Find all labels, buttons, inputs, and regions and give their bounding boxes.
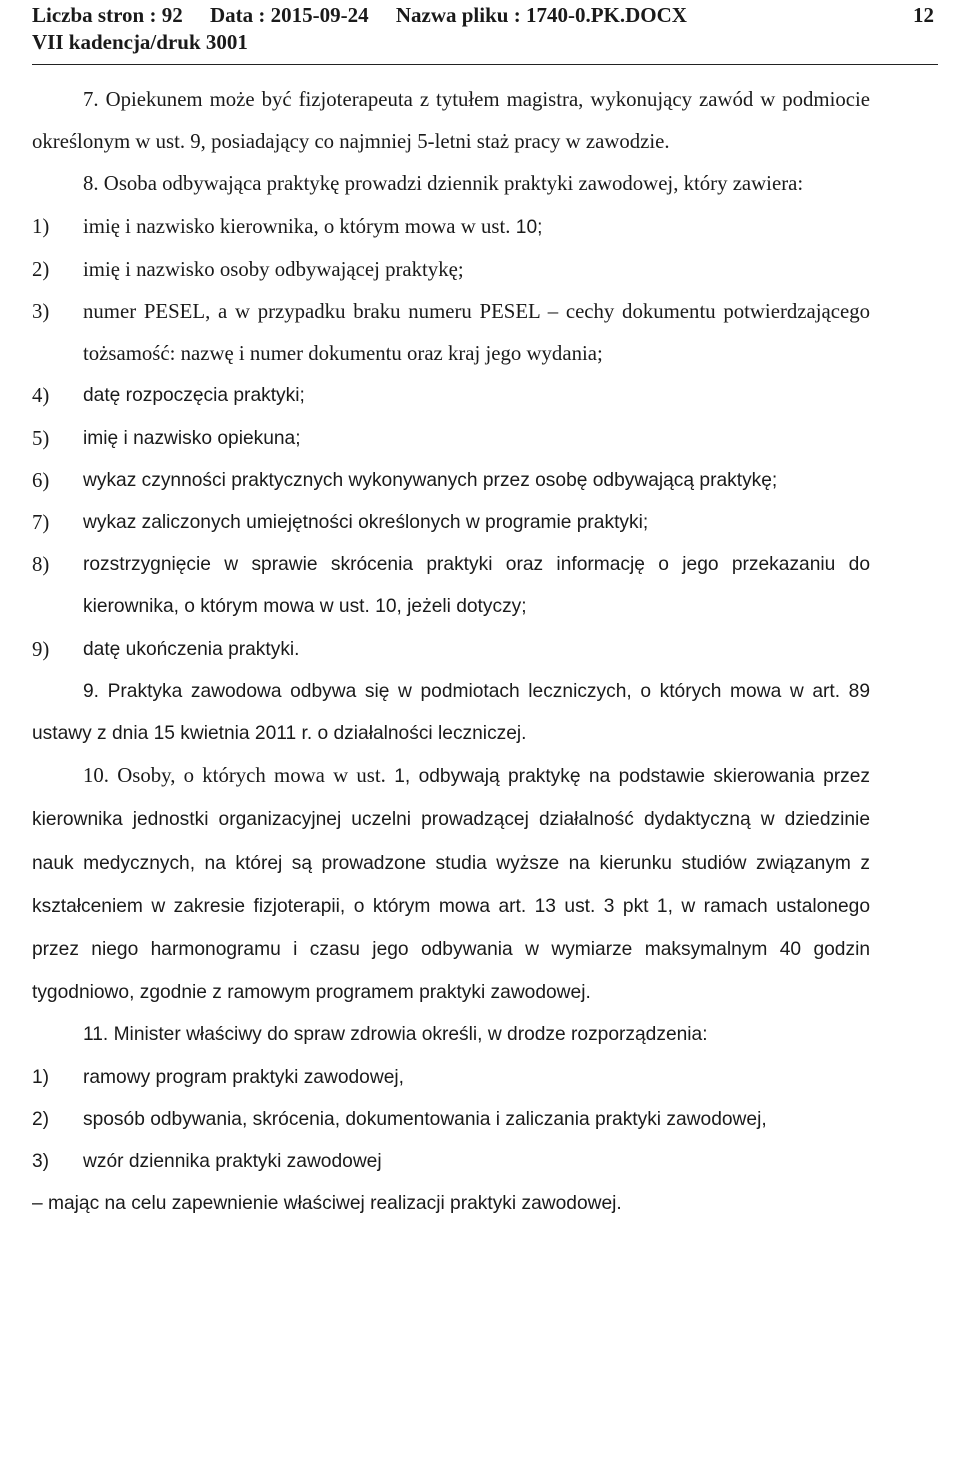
list-text: imię i nazwisko opiekuna; <box>83 427 301 449</box>
list-text-part: 10; <box>510 216 543 238</box>
list-number: 3) <box>32 1151 50 1173</box>
list-item <box>32 544 870 628</box>
list-number: 3) <box>32 300 50 324</box>
list-text: datę ukończenia praktyki. <box>83 638 300 660</box>
list-text: datę rozpoczęcia praktyki; <box>83 385 305 407</box>
list-text: imię i nazwisko osoby odbywającej praktykę; <box>83 257 464 281</box>
page-count: Liczba stron : 92 <box>32 3 183 27</box>
list-number: 5) <box>32 426 50 450</box>
list-number: 2) <box>32 257 50 281</box>
list-item <box>32 629 870 671</box>
list-text: rozstrzygnięcie w sprawie skrócenia praktyki oraz informację o jego przekazaniu do kierownika, o którym mowa w ust. 10, jeżeli dotyczy; <box>83 554 870 618</box>
list-text: wzór dziennika praktyki zawodowej <box>83 1151 382 1173</box>
document-date: Data : 2015-09-24 <box>209 3 369 27</box>
list-item <box>32 460 870 502</box>
list-number: 7) <box>32 511 50 535</box>
list-number: 8) <box>32 553 50 577</box>
list-item <box>32 418 870 460</box>
paragraph-7: 7. Opiekunem może być fizjoterapeuta z tytułem magistra, wykonujący zawód w podmiocie określonym w ust. 9, posiadający co najmniej 5-letni staż pracy w zawodzie. <box>32 88 870 154</box>
list-number: 6) <box>32 468 50 492</box>
list-item <box>32 375 870 417</box>
list-item <box>32 1099 870 1141</box>
paragraph-10-start: 10. Osoby, o których mowa w ust. <box>83 764 386 788</box>
list-number: 1) <box>32 1066 50 1088</box>
paragraph-10 <box>32 755 870 1014</box>
list-item <box>32 291 870 375</box>
list-text: sposób odbywania, skrócenia, dokumentowania i zaliczania praktyki zawodowej, <box>83 1108 767 1130</box>
list-text <box>83 206 870 249</box>
list-item <box>32 206 870 249</box>
list-number: 9) <box>32 637 50 661</box>
list-text: wykaz zaliczonych umiejętności określonych w programie praktyki; <box>83 512 649 534</box>
paragraph-9: 9. Praktyka zawodowa odbywa się w podmiotach leczniczych, o których mowa w art. 89 ustawy z dnia 15 kwietnia 2011 r. o działalności leczniczej. <box>32 680 870 745</box>
paragraph-11: 11. Minister właściwy do spraw zdrowia określi, w drodze rozporządzenia: <box>83 1024 708 1046</box>
file-name: Nazwa pliku : 1740-0.PK.DOCX <box>395 3 687 27</box>
list-text: ramowy program praktyki zawodowej, <box>83 1066 404 1088</box>
list-text: wykaz czynności praktycznych wykonywanych przez osobę odbywającą praktykę; <box>83 469 778 491</box>
list-text: numer PESEL, a w przypadku braku numeru PESEL – cechy dokumentu potwierdzającego tożsamość: nazwę i numer dokumentu oraz kraj jego wydania; <box>83 300 870 366</box>
header-row <box>32 2 938 29</box>
list-text-part: imię i nazwisko kierownika, o którym mowa w ust. <box>83 214 511 238</box>
closing-line: – mając na celu zapewnienie właściwej realizacji praktyki zawodowej. <box>32 1193 622 1215</box>
document-body <box>32 79 870 1225</box>
paragraph-10-rest: 1, odbywają praktykę na podstawie skierowania przez kierownika jednostki organizacyjnej uczelni prowadzącej działalność dydaktyczną w dziedzinie nauk medycznych, na której są prowadzone studia wyższe na kierunku studiów związanym z kształceniem w zakresie fizjoterapii, o którym mowa art. 13 ust. 3 pkt 1, w ramach ustalonego przez niego harmonogramu i czasu jego odbywania w wymiarze maksymalnym 40 godzin tygodniowo, zgodnie z ramowym programem praktyki zawodowej. <box>32 766 870 1004</box>
list-item <box>32 1057 870 1099</box>
list-item <box>32 502 870 544</box>
list-number: 4) <box>32 384 50 408</box>
list-item <box>32 1141 870 1183</box>
paragraph-8: 8. Osoba odbywająca praktykę prowadzi dziennik praktyki zawodowej, który zawiera: <box>83 172 804 196</box>
term-label: VII kadencja/druk 3001 <box>32 30 248 54</box>
list-item <box>32 249 870 291</box>
list-number: 2) <box>32 1108 50 1130</box>
list-number: 1) <box>32 214 50 238</box>
page-number: 12 <box>913 3 934 27</box>
document-header <box>32 2 938 65</box>
